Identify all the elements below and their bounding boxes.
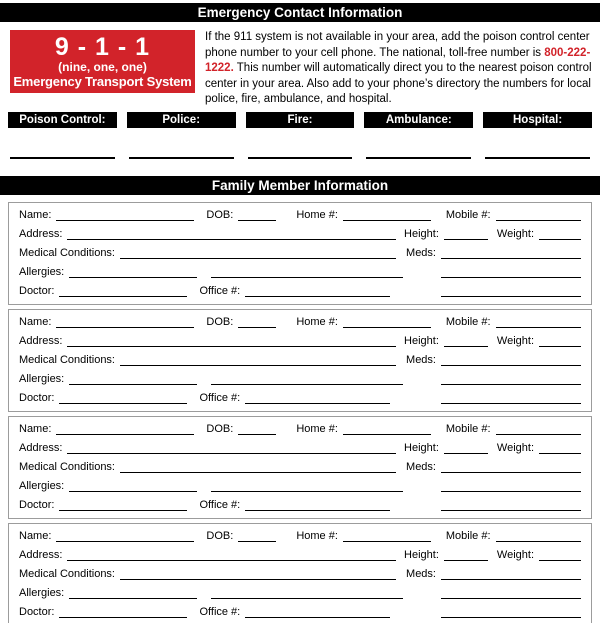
- weight-label: Weight:: [496, 548, 534, 561]
- family-section-header: [0, 176, 600, 195]
- home-phone-input-line[interactable]: [343, 206, 431, 221]
- emergency-section-title: Emergency Contact Information: [197, 5, 403, 20]
- meds-continuation-line[interactable]: [441, 370, 581, 385]
- office-phone-input-line[interactable]: [245, 496, 390, 511]
- intro-row: [10, 30, 592, 108]
- name-label: Name:: [19, 529, 52, 542]
- weight-input-line[interactable]: [539, 439, 581, 454]
- meds-input-line[interactable]: [441, 351, 581, 366]
- allergies-continuation-line[interactable]: [211, 370, 403, 385]
- poison-control-phone-number: 800-222-1222.: [205, 46, 591, 74]
- family-member-card: [8, 523, 592, 623]
- contact-label-bar: Police:: [127, 112, 236, 128]
- contact-input-line[interactable]: [485, 157, 590, 159]
- name-label: Name:: [19, 208, 52, 221]
- weight-input-line[interactable]: [539, 332, 581, 347]
- address-input-line[interactable]: [67, 439, 396, 454]
- address-label: Address:: [19, 548, 63, 561]
- meds-input-line[interactable]: [441, 458, 581, 473]
- weight-label: Weight:: [496, 227, 534, 240]
- office-phone-input-line[interactable]: [245, 282, 390, 297]
- height-input-line[interactable]: [444, 546, 488, 561]
- name-input-line[interactable]: [56, 420, 194, 435]
- name-label: Name:: [19, 315, 52, 328]
- doctor-label: Doctor:: [19, 284, 55, 297]
- name-input-line[interactable]: [56, 527, 194, 542]
- mobile-phone-label: Mobile #:: [445, 208, 491, 221]
- height-label: Height:: [404, 227, 439, 240]
- address-label: Address:: [19, 334, 63, 347]
- medical-conditions-input-line[interactable]: [120, 565, 396, 580]
- dob-label: DOB:: [206, 529, 234, 542]
- allergies-label: Allergies:: [19, 372, 65, 385]
- medical-conditions-input-line[interactable]: [120, 244, 396, 259]
- meds-label: Meds:: [406, 460, 436, 473]
- height-label: Height:: [404, 441, 439, 454]
- office-phone-label: Office #:: [199, 284, 241, 297]
- 911-badge: [10, 30, 195, 93]
- contact-input-line[interactable]: [129, 157, 234, 159]
- address-label: Address:: [19, 227, 63, 240]
- contact-label-bar: Poison Control:: [8, 112, 117, 128]
- emergency-contact-field: [483, 112, 592, 159]
- member-row-identity: [19, 527, 581, 546]
- meds-input-line[interactable]: [441, 244, 581, 259]
- family-member-list: [8, 202, 592, 623]
- member-row-allergies: [19, 370, 581, 389]
- member-row-identity: [19, 420, 581, 439]
- meds-continuation-line-2[interactable]: [441, 603, 581, 618]
- meds-continuation-line-2[interactable]: [441, 389, 581, 404]
- mobile-phone-label: Mobile #:: [445, 315, 491, 328]
- address-input-line[interactable]: [67, 225, 396, 240]
- member-row-medical: [19, 244, 581, 263]
- member-row-identity: [19, 206, 581, 225]
- office-phone-label: Office #:: [199, 391, 241, 404]
- meds-label: Meds:: [406, 246, 436, 259]
- contact-label-bar: Fire:: [246, 112, 355, 128]
- height-input-line[interactable]: [444, 332, 488, 347]
- meds-label: Meds:: [406, 567, 436, 580]
- badge-label: Emergency Transport System: [13, 74, 192, 89]
- address-input-line[interactable]: [67, 332, 396, 347]
- member-row-medical: [19, 458, 581, 477]
- member-row-allergies: [19, 584, 581, 603]
- address-input-line[interactable]: [67, 546, 396, 561]
- intro-text-after: This number will automatically direct you to the nearest poison control center in your area. Also add to your phone’s directory the numbers for local police, fire, ambulance, and hospital.: [205, 62, 592, 105]
- allergies-continuation-line[interactable]: [211, 584, 403, 599]
- family-member-card: [8, 202, 592, 305]
- medical-conditions-input-line[interactable]: [120, 351, 396, 366]
- office-phone-input-line[interactable]: [245, 603, 390, 618]
- mobile-phone-input-line[interactable]: [496, 206, 581, 221]
- meds-input-line[interactable]: [441, 565, 581, 580]
- allergies-continuation-line[interactable]: [211, 263, 403, 278]
- contact-input-line[interactable]: [10, 157, 115, 159]
- weight-input-line[interactable]: [539, 225, 581, 240]
- height-label: Height:: [404, 548, 439, 561]
- medical-conditions-label: Medical Conditions:: [19, 567, 115, 580]
- home-phone-input-line[interactable]: [343, 527, 431, 542]
- dob-input-line[interactable]: [238, 313, 276, 328]
- member-row-doctor: [19, 496, 581, 515]
- badge-number: 9 - 1 - 1: [54, 33, 151, 61]
- doctor-input-line[interactable]: [59, 496, 187, 511]
- member-row-identity: [19, 313, 581, 332]
- home-phone-label: Home #:: [296, 529, 338, 542]
- dob-label: DOB:: [206, 422, 234, 435]
- home-phone-label: Home #:: [296, 315, 338, 328]
- intro-paragraph: [205, 30, 592, 108]
- member-row-address: [19, 332, 581, 351]
- dob-input-line[interactable]: [238, 527, 276, 542]
- member-row-allergies: [19, 263, 581, 282]
- office-phone-label: Office #:: [199, 498, 241, 511]
- contact-label-bar: Hospital:: [483, 112, 592, 128]
- office-phone-input-line[interactable]: [245, 389, 390, 404]
- doctor-input-line[interactable]: [59, 282, 187, 297]
- member-row-address: [19, 439, 581, 458]
- mobile-phone-input-line[interactable]: [496, 527, 581, 542]
- member-row-allergies: [19, 477, 581, 496]
- mobile-phone-input-line[interactable]: [496, 313, 581, 328]
- allergies-input-line[interactable]: [69, 263, 197, 278]
- home-phone-label: Home #:: [296, 422, 338, 435]
- allergies-label: Allergies:: [19, 265, 65, 278]
- meds-continuation-line[interactable]: [441, 477, 581, 492]
- mobile-phone-input-line[interactable]: [496, 420, 581, 435]
- member-row-doctor: [19, 282, 581, 301]
- allergies-label: Allergies:: [19, 586, 65, 599]
- badge-words: (nine, one, one): [58, 60, 147, 74]
- emergency-contact-field: [127, 112, 236, 159]
- weight-label: Weight:: [496, 441, 534, 454]
- mobile-phone-label: Mobile #:: [445, 422, 491, 435]
- family-member-card: [8, 309, 592, 412]
- member-row-doctor: [19, 389, 581, 408]
- doctor-label: Doctor:: [19, 605, 55, 618]
- medical-conditions-label: Medical Conditions:: [19, 246, 115, 259]
- doctor-input-line[interactable]: [59, 389, 187, 404]
- meds-continuation-line[interactable]: [441, 263, 581, 278]
- member-row-address: [19, 546, 581, 565]
- meds-continuation-line[interactable]: [441, 584, 581, 599]
- family-section-title: Family Member Information: [211, 177, 389, 193]
- meds-label: Meds:: [406, 353, 436, 366]
- emergency-contact-field: [8, 112, 117, 159]
- allergies-input-line[interactable]: [69, 477, 197, 492]
- office-phone-label: Office #:: [199, 605, 241, 618]
- height-label: Height:: [404, 334, 439, 347]
- medical-conditions-label: Medical Conditions:: [19, 353, 115, 366]
- member-row-medical: [19, 351, 581, 370]
- allergies-input-line[interactable]: [69, 370, 197, 385]
- dob-input-line[interactable]: [238, 420, 276, 435]
- allergies-label: Allergies:: [19, 479, 65, 492]
- family-member-card: [8, 416, 592, 519]
- height-input-line[interactable]: [444, 439, 488, 454]
- weight-label: Weight:: [496, 334, 534, 347]
- address-label: Address:: [19, 441, 63, 454]
- doctor-label: Doctor:: [19, 498, 55, 511]
- allergies-continuation-line[interactable]: [211, 477, 403, 492]
- member-row-address: [19, 225, 581, 244]
- dob-input-line[interactable]: [238, 206, 276, 221]
- contact-input-line[interactable]: [366, 157, 471, 159]
- mobile-phone-label: Mobile #:: [445, 529, 491, 542]
- dob-label: DOB:: [206, 315, 234, 328]
- doctor-label: Doctor:: [19, 391, 55, 404]
- member-row-medical: [19, 565, 581, 584]
- name-label: Name:: [19, 422, 52, 435]
- medical-conditions-label: Medical Conditions:: [19, 460, 115, 473]
- medical-conditions-input-line[interactable]: [120, 458, 396, 473]
- height-input-line[interactable]: [444, 225, 488, 240]
- name-input-line[interactable]: [56, 313, 194, 328]
- emergency-contact-field: [246, 112, 355, 159]
- emergency-section-header: [0, 3, 600, 22]
- meds-continuation-line-2[interactable]: [441, 282, 581, 297]
- contact-label-bar: Ambulance:: [364, 112, 473, 128]
- home-phone-label: Home #:: [296, 208, 338, 221]
- member-row-doctor: [19, 603, 581, 622]
- emergency-contact-field: [364, 112, 473, 159]
- emergency-contacts-row: [8, 112, 592, 159]
- home-phone-input-line[interactable]: [343, 313, 431, 328]
- intro-text-before: If the 911 system is not available in your area, add the poison control center phone number to your cell phone. The national, toll-free number is: [205, 31, 590, 59]
- doctor-input-line[interactable]: [59, 603, 187, 618]
- allergies-input-line[interactable]: [69, 584, 197, 599]
- home-phone-input-line[interactable]: [343, 420, 431, 435]
- dob-label: DOB:: [206, 208, 234, 221]
- weight-input-line[interactable]: [539, 546, 581, 561]
- contact-input-line[interactable]: [248, 157, 353, 159]
- meds-continuation-line-2[interactable]: [441, 496, 581, 511]
- name-input-line[interactable]: [56, 206, 194, 221]
